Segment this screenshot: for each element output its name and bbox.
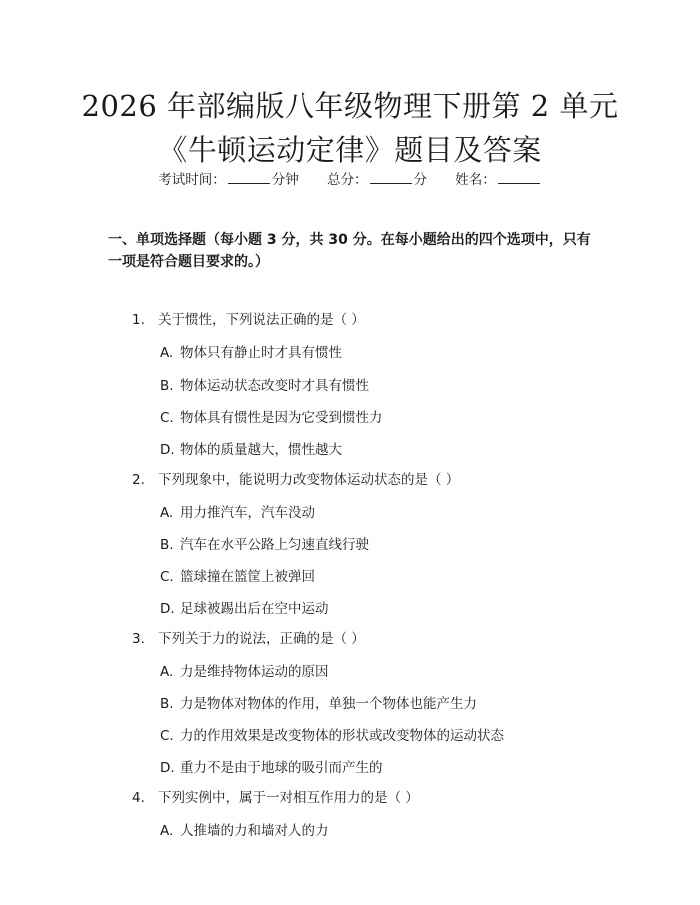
exam-score-blank bbox=[370, 173, 412, 184]
question-number: 4. bbox=[132, 790, 145, 806]
question-text: 下列实例中，属于一对相互作用力的是（ ） bbox=[158, 790, 419, 806]
option-text: 用力推汽车，汽车没动 bbox=[180, 505, 315, 521]
question-2-option-d bbox=[160, 599, 329, 619]
option-letter: B. bbox=[160, 537, 174, 553]
exam-time-unit: 分钟 bbox=[271, 172, 299, 188]
option-letter: C. bbox=[160, 410, 174, 426]
question-3 bbox=[132, 629, 365, 649]
question-4 bbox=[132, 788, 419, 808]
option-text: 物体具有惯性是因为它受到惯性力 bbox=[180, 410, 383, 426]
option-text: 物体只有静止时才具有惯性 bbox=[180, 345, 342, 361]
option-text: 汽车在水平公路上匀速直线行驶 bbox=[180, 537, 369, 553]
option-text: 人推墙的力和墙对人的力 bbox=[180, 823, 329, 839]
question-3-option-a bbox=[160, 662, 329, 682]
question-text: 下列关于力的说法，正确的是（ ） bbox=[158, 631, 365, 647]
question-3-option-d bbox=[160, 758, 383, 778]
option-letter: C. bbox=[160, 728, 174, 744]
option-letter: A. bbox=[160, 664, 174, 680]
option-text: 物体的质量越大，惯性越大 bbox=[180, 442, 342, 458]
question-1-option-c bbox=[160, 408, 383, 428]
exam-name-blank bbox=[498, 173, 540, 184]
question-3-option-b bbox=[160, 694, 477, 714]
option-letter: D. bbox=[160, 442, 175, 458]
option-letter: A. bbox=[160, 823, 174, 839]
question-2-option-a bbox=[160, 503, 315, 523]
option-letter: C. bbox=[160, 569, 174, 585]
option-text: 篮球撞在篮筐上被弹回 bbox=[180, 569, 315, 585]
question-number: 1. bbox=[132, 312, 145, 328]
exam-time bbox=[158, 172, 303, 188]
question-2-option-c bbox=[160, 567, 315, 587]
option-letter: A. bbox=[160, 505, 174, 521]
option-text: 力的作用效果是改变物体的形状或改变物体的运动状态 bbox=[180, 728, 504, 744]
exam-time-blank bbox=[228, 173, 270, 184]
document-title: 2026 年部编版八年级物理下册第 2 单元《牛顿运动定律》题目及答案 bbox=[81, 89, 619, 167]
exam-score-unit: 分 bbox=[413, 172, 427, 188]
exam-name bbox=[455, 172, 542, 188]
option-letter: D. bbox=[160, 601, 175, 617]
question-2 bbox=[132, 470, 459, 490]
exam-meta bbox=[0, 168, 700, 188]
question-1-option-b bbox=[160, 376, 369, 396]
question-2-option-b bbox=[160, 535, 369, 555]
option-letter: A. bbox=[160, 345, 174, 361]
section-heading: 一、单项选择题（每小题 3 分，共 30 分。在每小题给出的四个选项中，只有一项是符合题目要求的。） bbox=[108, 232, 591, 270]
option-text: 力是维持物体运动的原因 bbox=[180, 664, 329, 680]
option-letter: B. bbox=[160, 696, 174, 712]
option-letter: B. bbox=[160, 378, 174, 394]
question-3-option-c bbox=[160, 726, 504, 746]
exam-score-label: 总分： bbox=[327, 172, 368, 188]
question-1 bbox=[132, 310, 365, 330]
exam-score bbox=[327, 172, 431, 188]
question-text: 关于惯性，下列说法正确的是（ ） bbox=[158, 312, 365, 328]
exam-time-label: 考试时间： bbox=[158, 172, 226, 188]
question-1-option-a bbox=[160, 343, 342, 363]
option-text: 物体运动状态改变时才具有惯性 bbox=[180, 378, 369, 394]
option-text: 重力不是由于地球的吸引而产生的 bbox=[180, 760, 383, 776]
exam-name-label: 姓名： bbox=[455, 172, 496, 188]
question-number: 2. bbox=[132, 472, 145, 488]
question-1-option-d bbox=[160, 440, 342, 460]
option-text: 足球被踢出后在空中运动 bbox=[180, 601, 329, 617]
option-text: 力是物体对物体的作用，单独一个物体也能产生力 bbox=[180, 696, 477, 712]
option-letter: D. bbox=[160, 760, 175, 776]
question-number: 3. bbox=[132, 631, 145, 647]
question-4-option-a bbox=[160, 821, 329, 841]
question-text: 下列现象中，能说明力改变物体运动状态的是（ ） bbox=[158, 472, 460, 488]
